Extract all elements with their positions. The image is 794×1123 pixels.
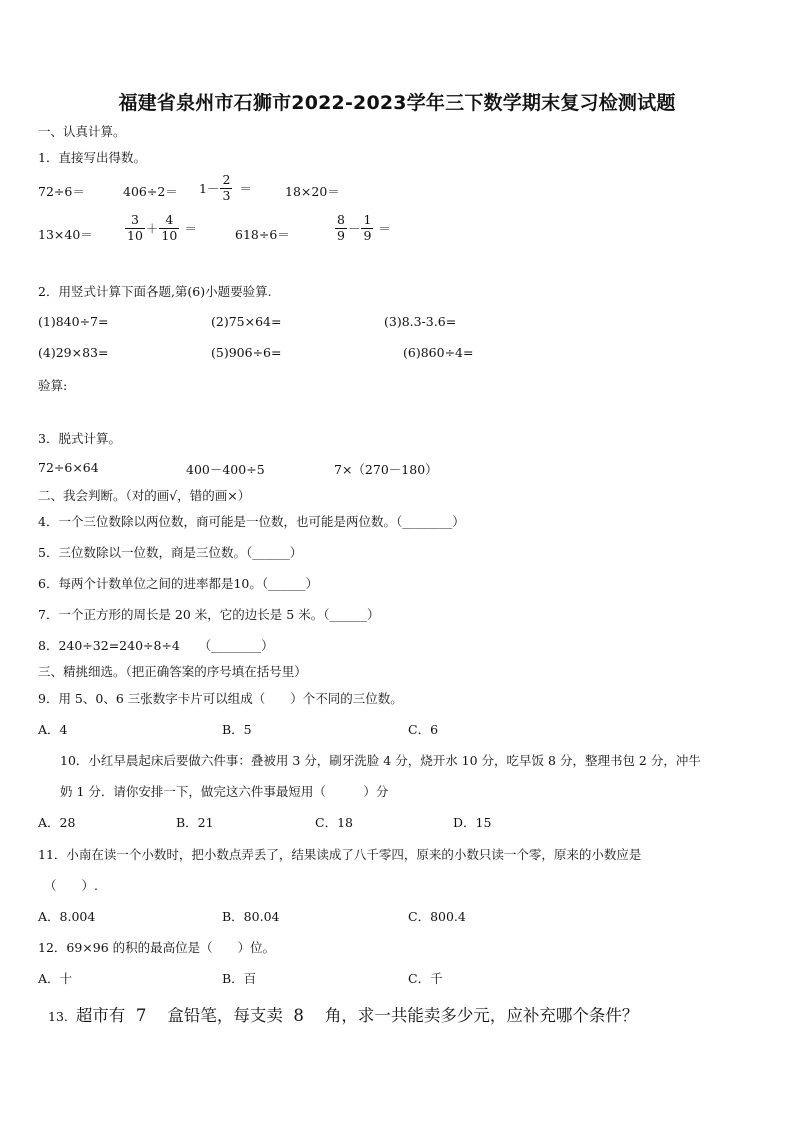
q10-text-2: 奶 1 分．请你安排一下，做完这六件事最短用（ ）分 — [60, 784, 389, 799]
q3-item-3: 7×（270－180） — [334, 462, 438, 477]
q2-item-5: (5)906÷6= — [211, 345, 282, 360]
q12-option-b: B．百 — [222, 971, 257, 986]
fraction-numerator: 1 — [363, 212, 372, 227]
q1-item-3 — [199, 173, 252, 203]
q12-option-a: A．十 — [38, 971, 73, 986]
fraction — [159, 213, 179, 243]
q3-item-1: 72÷6×64 — [38, 460, 99, 475]
fraction-denominator: 10 — [127, 227, 143, 243]
q11-text-1: 11．小南在读一个小数时，把小数点弄丢了，结果读成了八千零四，原来的小数只读一个零，原来的小数应是 — [38, 847, 642, 862]
equals: ＝ — [378, 221, 391, 236]
q1-item-6 — [124, 213, 197, 243]
fraction-numerator: 2 — [222, 172, 231, 187]
section-3-heading: 三、精挑细选。（把正确答案的序号填在括号里） — [38, 664, 307, 679]
q8: 8．240÷32=240÷8÷4 （________） — [38, 638, 274, 653]
q11-option-b: B．80.04 — [222, 909, 280, 924]
section-2-heading: 二、我会判断。（对的画√，错的画×） — [38, 488, 251, 503]
q10-option-c: C．18 — [315, 815, 353, 830]
q12-text: 12．69×96 的积的最高位是（ ）位。 — [38, 940, 276, 955]
q2-label: 2．用竖式计算下面各题,第(6)小题要验算. — [38, 284, 272, 299]
q1-item-3-pre: 1－ — [199, 181, 220, 196]
equals: ＝ — [184, 221, 197, 236]
q1-item-1: 72÷6＝ — [38, 184, 85, 199]
q2-item-3: (3)8.3-3.6= — [384, 314, 457, 329]
q3-label: 3．脱式计算。 — [38, 431, 121, 446]
fraction-numerator: 8 — [337, 212, 345, 227]
q1-label: 1．直接写出得数。 — [38, 150, 146, 165]
q10-option-b: B．21 — [176, 815, 214, 830]
q11-option-c: C．800.4 — [408, 909, 466, 924]
q1-item-2: 406÷2＝ — [123, 184, 178, 199]
fraction — [361, 213, 373, 243]
q13-text: 超市有 7 盒铅笔，每支卖 8 角，求一共能卖多少元，应补充哪个条件？ — [75, 1006, 639, 1025]
fraction — [220, 173, 232, 203]
q11-option-a: A．8.004 — [38, 909, 96, 924]
q13 — [48, 1002, 638, 1026]
q2-item-4: (4)29×83= — [38, 345, 109, 360]
fraction-denominator: 3 — [222, 187, 231, 203]
q12-option-c: C．千 — [408, 971, 443, 986]
q5: 5．三位数除以一位数，商是三位数。（______） — [38, 545, 303, 560]
q2-item-6: (6)860÷4= — [403, 345, 474, 360]
q10-option-d: D．15 — [453, 815, 492, 830]
fraction-denominator: 9 — [363, 227, 372, 243]
q6: 6．每两个计数单位之间的进率都是10。（______） — [38, 576, 319, 591]
q1-item-5: 13×40＝ — [38, 227, 93, 242]
q1-item-7: 618÷6＝ — [235, 227, 290, 242]
fraction-denominator: 9 — [337, 227, 345, 243]
q4: 4．一个三位数除以两位数，商可能是一位数，也可能是两位数。（________） — [38, 514, 465, 529]
section-1-heading: 一、认真计算。 — [38, 124, 126, 139]
q10-option-a: A．28 — [38, 815, 76, 830]
q9-option-a: A．4 — [38, 722, 68, 737]
page-title: 福建省泉州市石狮市2022-2023学年三下数学期末复习检测试题 — [118, 92, 676, 114]
q2-check-label: 验算: — [38, 378, 68, 393]
q1-item-8 — [334, 213, 391, 243]
q11-text-2: （ ）. — [44, 878, 98, 893]
q1-item-4: 18×20＝ — [285, 184, 340, 199]
fraction — [125, 213, 145, 243]
fraction — [335, 213, 347, 243]
q9-option-b: B．5 — [222, 722, 252, 737]
q10-text-1: 10．小红早晨起床后要做六件事：叠被用 3 分，刷牙洗脸 4 分，烧开水 10 分，吃早饭 8 分，整理书包 2 分，冲牛 — [60, 753, 701, 768]
q9-option-c: C．6 — [408, 722, 439, 737]
q2-item-1: (1)840÷7= — [38, 314, 109, 329]
q1-item-3-post: ＝ — [239, 181, 252, 196]
fraction-denominator: 10 — [161, 227, 178, 243]
q3-item-2: 400－400÷5 — [186, 462, 265, 477]
fraction-numerator: 3 — [125, 213, 145, 229]
q7: 7．一个正方形的周长是 20 米，它的边长是 5 米。（______） — [38, 607, 380, 622]
q2-item-2: (2)75×64= — [211, 314, 282, 329]
fraction-numerator: 4 — [159, 213, 179, 229]
q13-number: 13. — [48, 1009, 68, 1024]
q9-text: 9．用 5、0、6 三张数字卡片可以组成（ ）个不同的三位数。 — [38, 691, 403, 706]
operator: ＋ — [145, 221, 159, 236]
operator: － — [347, 221, 361, 236]
